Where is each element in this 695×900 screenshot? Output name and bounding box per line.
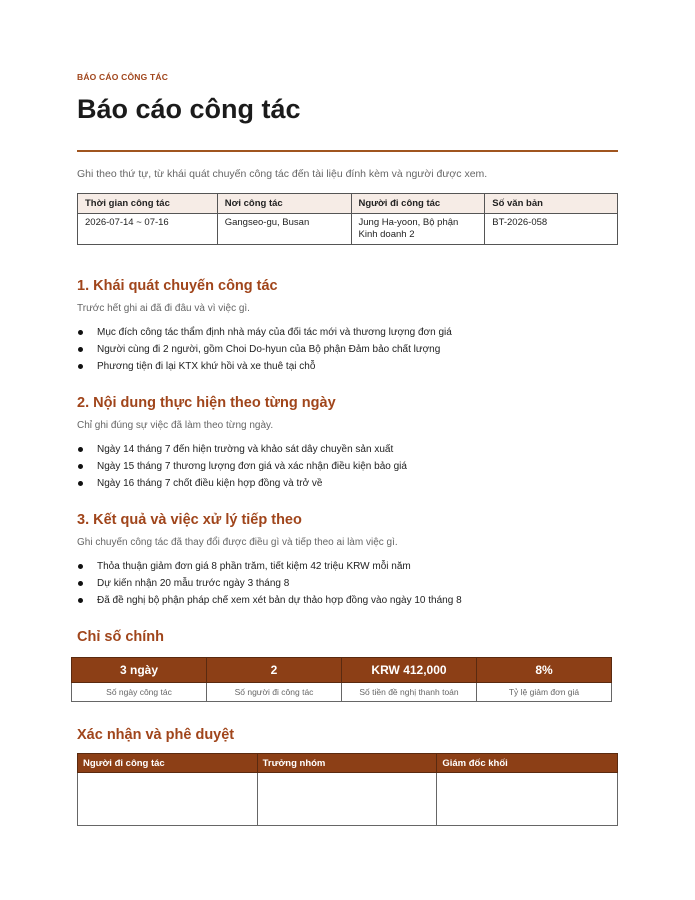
- header-trip-place: Nơi công tác: [217, 194, 351, 214]
- list-item: Đã đề nghị bộ phận pháp chế xem xét bản dự thảo hợp đồng vào ngày 10 tháng 8: [77, 592, 618, 609]
- approval-header-row: [78, 754, 618, 773]
- bullet-list: [77, 441, 618, 492]
- team-lead-signature-cell[interactable]: [257, 773, 437, 826]
- approval-signature-row: [78, 773, 618, 826]
- section-note: Ghi chuyến công tác đã thay đổi được điều gì và tiếp theo ai làm việc gì.: [77, 537, 398, 548]
- kpi-travelers-value: 2: [207, 658, 342, 683]
- kpi-label-row: [72, 683, 612, 702]
- header-doc-number: Số văn bản: [485, 194, 618, 214]
- title-divider: [77, 150, 618, 152]
- approval-division-director-header: Giám đốc khối: [437, 754, 618, 773]
- section-results-followup: [77, 512, 618, 609]
- section-heading: 2. Nội dung thực hiện theo từng ngày: [77, 395, 336, 411]
- list-item: Phương tiện đi lại KTX khứ hồi và xe thuê tại chỗ: [77, 358, 618, 375]
- value-trip-place: Gangseo-gu, Busan: [217, 214, 351, 245]
- kpi-travelers-label: Số người đi công tác: [207, 683, 342, 702]
- list-item: Ngày 14 tháng 7 đến hiện trường và khảo sát dây chuyền sản xuất: [77, 441, 618, 458]
- approval-traveler-header: Người đi công tác: [78, 754, 258, 773]
- traveler-signature-cell[interactable]: [78, 773, 258, 826]
- trip-info-header-row: [78, 194, 618, 214]
- value-traveler: Jung Ha-yoon, Bộ phận Kinh doanh 2: [351, 214, 485, 245]
- page-title: Báo cáo công tác: [77, 94, 301, 124]
- header-traveler: Người đi công tác: [351, 194, 485, 214]
- list-item: Ngày 15 tháng 7 thương lượng đơn giá và xác nhận điều kiện bảo giá: [77, 458, 618, 475]
- kpi-price-reduction-label: Tỷ lệ giảm đơn giá: [477, 683, 612, 702]
- kpi-trip-days-label: Số ngày công tác: [72, 683, 207, 702]
- bullet-list: [77, 324, 618, 375]
- section-heading: 1. Khái quát chuyến công tác: [77, 278, 278, 294]
- header-trip-period: Thời gian công tác: [78, 194, 218, 214]
- list-item: Dự kiến nhận 20 mẫu trước ngày 3 tháng 8: [77, 575, 618, 592]
- kpi-table: [71, 657, 612, 702]
- eyebrow-label: BÁO CÁO CÔNG TÁC: [77, 72, 169, 82]
- kpi-heading: Chỉ số chính: [77, 629, 164, 645]
- list-item: Người cùng đi 2 người, gồm Choi Do-hyun của Bộ phận Đảm bảo chất lượng: [77, 341, 618, 358]
- approval-heading: Xác nhận và phê duyệt: [77, 727, 235, 743]
- section-note: Trước hết ghi ai đã đi đâu và vì việc gì.: [77, 303, 250, 314]
- trip-info-value-row: [78, 214, 618, 245]
- approval-team-lead-header: Trưởng nhóm: [257, 754, 437, 773]
- kpi-claim-amount-label: Số tiền đề nghị thanh toán: [342, 683, 477, 702]
- bullet-list: [77, 558, 618, 609]
- intro-text: Ghi theo thứ tự, từ khái quát chuyến công tác đến tài liệu đính kèm và người được xem.: [77, 168, 488, 180]
- kpi-price-reduction-value: 8%: [477, 658, 612, 683]
- division-director-signature-cell[interactable]: [437, 773, 618, 826]
- list-item: Thỏa thuận giảm đơn giá 8 phần trăm, tiết kiệm 42 triệu KRW mỗi năm: [77, 558, 618, 575]
- trip-info-table: [77, 193, 618, 245]
- value-doc-number: BT-2026-058: [485, 214, 618, 245]
- kpi-value-row: [72, 658, 612, 683]
- kpi-claim-amount-value: KRW 412,000: [342, 658, 477, 683]
- section-overview: [77, 278, 618, 375]
- approval-table: [77, 753, 618, 826]
- section-heading: 3. Kết quả và việc xử lý tiếp theo: [77, 512, 302, 528]
- list-item: Mục đích công tác thẩm định nhà máy của đối tác mới và thương lượng đơn giá: [77, 324, 618, 341]
- list-item: Ngày 16 tháng 7 chốt điều kiện hợp đồng và trở về: [77, 475, 618, 492]
- section-note: Chỉ ghi đúng sự việc đã làm theo từng ngày.: [77, 420, 274, 431]
- kpi-trip-days-value: 3 ngày: [72, 658, 207, 683]
- section-daily-activities: [77, 395, 618, 492]
- value-trip-period: 2026-07-14 ~ 07-16: [78, 214, 218, 245]
